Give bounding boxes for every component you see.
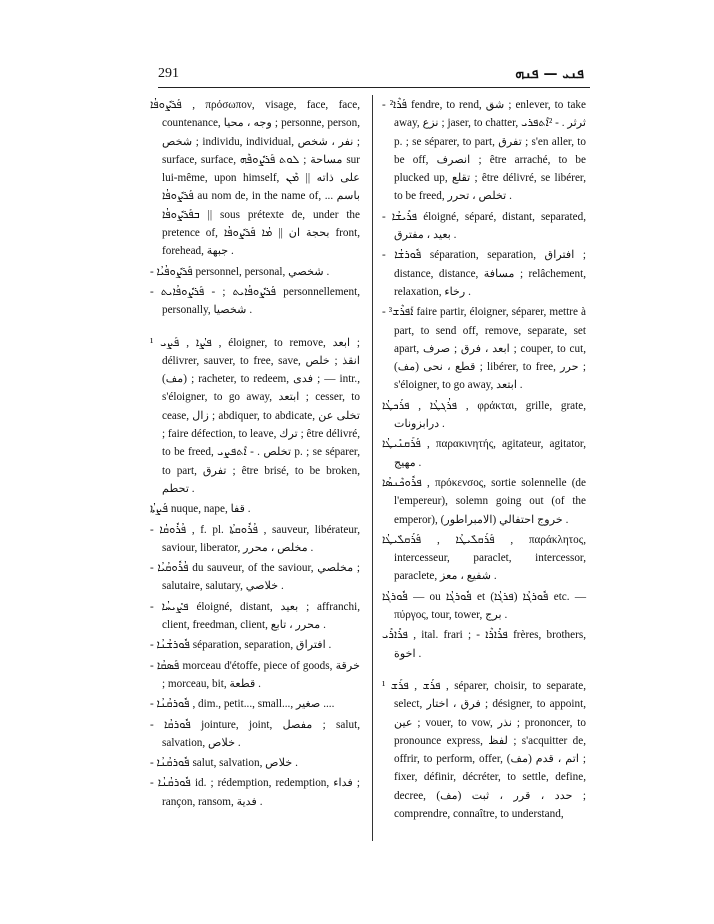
dictionary-entry: - ܦܳܪܽܘܩܳܝܳܐ du sauveur, of the saviour, مخلصي ; salutaire, salutary, خلاصي . <box>150 562 360 593</box>
dictionary-entry: - ܦܽܘܪܩܳܢܳܐ , dim., petit..., small..., صغير .... <box>150 698 335 711</box>
right-column <box>382 96 586 825</box>
dictionary-entry: - ³ܐܰܦܪܶܫ faire partir, éloigner, séparer, mettre à part, to send off, remove, separate, set apart, ابعد ، فرق ; صرف ; couper, to cut, قطع ، نحى (مف) ; libérer, to free, حرر ; s'éloigner, to go away, ابتعد . <box>382 306 587 392</box>
dictionary-entry: - ²ܦܰܪܶܐ fendre, to rend, شق ; enlever, to take away, نزع ; jaser, to chatter, ثرثر . - ²ܐܶܬܦܪܝ p. ; se séparer, to part, تفرق ; s'en aller, to be off, انصرف ; être arraché, to be plucked up, تقلع ; être délivré, se libérer, to be freed, تخلص ، تحرر . <box>382 99 587 203</box>
dictionary-entry: - ܦܰܪܨܽܘܦܳܐܝܬ ; - ܦܰܪܨܽܘܦܳܐܝܬ personnellement, personally, شخصيا . <box>150 285 361 317</box>
dictionary-entry: - ܦܽܘܪܩܳܐ jointure, joint, مفصل ; salut, salvation, خلاص . <box>150 718 360 749</box>
dictionary-entry: - ܦܨܺܝܚܳܐ éloigné, distant, بعيد ; affranchi, client, freedman, client, محرر ، تابع . <box>150 600 360 632</box>
dictionary-entry: - ܦܳܪܽܘܩܳܐ , f. pl. ܦܳܪܽܘܩܬܳܐ , sauveur, libérateur, saviour, liberator, مخلص ، محرر . <box>150 523 360 554</box>
dictionary-entry: - ܦܽܘܪܩܳܢܳܐ id. ; rédemption, redemption, فداء ; rançon, ransom, فدية . <box>150 777 360 808</box>
dictionary-entry: - ܦܰܪܨܽܘܦܳܝܳܐ personnel, personal, شخصي . <box>150 265 330 278</box>
dictionary-entry: ¹ ܦܨܳܐ , ܦܰܨܝ , éloigner, to remove, ابعد ; délivrer, sauver, to free, save, انقذ ; خلص (مف) ; racheter, to redeem, فدى ; — intr., s'éloigner, to go away, ابتعد ; cesser, to cease, زال ; abdiquer, to abdicate, تخلى عن ; faire défection, to leave, ترك ; être délivré, to be freed, تخلص . - ܐܶܬܦܨܝ p. ; se séparer, to part, تفرق ; être brisé, to be broken, تحطم . <box>150 336 361 495</box>
dictionary-entry: - ܦܰܣܩܳܐ morceau d'étoffe, piece of goods, خرقة ; morceau, bit, قطعة . <box>150 659 360 690</box>
dictionary-entry: ܦܰܪܰܩܢܺܝܛܳܐ , παρακινητής, agitateur, agitator, مهيج . <box>382 438 586 469</box>
dictionary-entry: ܦܪܽܘܟܶܢܣܳܐ , πρόκενσος, sortie solennelle (de l'empereur), solemn going out (of the emperor), خروج احتفالي (الامبراطور) . <box>382 476 586 526</box>
left-column <box>150 96 360 813</box>
running-head: ܦܢܝ — ܦܢܗ <box>515 66 584 82</box>
dictionary-entry: - ܦܽܘܪܩܳܢܳܐ salut, salvation, خلاص . <box>150 757 298 770</box>
header-rule <box>158 87 590 88</box>
dictionary-entry: ܦܪܺܐܪܺܝ , ital. frari ; - ܦܪܺܐܪܶܐ frères, brothers, اخوة . <box>382 629 586 660</box>
dictionary-entry: ܦܰܨܬܳܐ nuque, nape, قفا . <box>150 503 251 516</box>
dictionary-entry: ܦܽܘܪܓܳܐ — ou ܦܽܘܪܓܳܐ et ܦܽܘܪܓܳܐ (ܦܪܓܳܐ) etc. — πύργος, tour, tower, برج . <box>382 590 587 622</box>
column-divider <box>372 95 373 841</box>
dictionary-entry: - ܦܽܘܪܫܳܐ séparation, separation, افتراق ; distance, distance, مسافة ; relâchement, relaxation, رخاء . <box>382 249 586 298</box>
dictionary-entry: ܦܪܳܓܛܳܐ , ܦܪܰܟܛܳܐ , φράκται, grille, grate, درابزونات . <box>382 399 587 431</box>
page-number: 291 <box>158 66 179 81</box>
dictionary-entry: - ܦܽܘܪܫܳܢܳܐ séparation, separation, افتراق . <box>150 639 332 652</box>
dictionary-entry: ¹ ܦܪܰܫ , ܦܪܰܫ , séparer, choisir, to separate, select, فرق ، اختار ; désigner, to appoint, عين ; vouer, to vow, نذر ; prononcer, to pronounce express, لفظ ; s'acquitter de, offrir, to perform, offer, اتم ، قدم (مف) ; fixer, définir, décréter, to settle, define, decree, حدد ، قرر ، ثبت (مف) ; comprendre, connaître, to understand, <box>382 679 587 820</box>
dictionary-entry: - ܦܪܺܝܫܳܐ éloigné, séparé, distant, separated, بعيد ، مفترق . <box>382 210 586 242</box>
dictionary-entry: ܦܰܪܨܽܘܦܳܐ , πρόσωπον, visage, face, face, countenance, وجه ، محيا ; personne, person, شخص ; individu, individual, نفر ، شخص ; surface, surface, مساحة ; ܠܘܬ ܦܰܪܨܽܘܦܶܗ sur lui-même, upon himself, على ذاته || ܡܶܢ ܦܰܪܨܽܘܦܳܐ au nom de, in the name of, باسم ... || ܒܦܰܪܨܽܘܦܳܐ sous prétexte de, under the pretence of, بحجة ان || ܡܳܐ ܦܰܪܨܽܘܦܳܐ front, forehead, جبهة . <box>150 99 361 258</box>
dictionary-entry: ܦܰܪܰܩܠܺܝܛܳܐ , ܦܰܪܰܩܠܺܝܛܳܐ , παράκλητος, intercesseur, paraclet, intercessor, paraclete, شفيع ، معز . <box>382 533 586 583</box>
page-header <box>158 66 584 88</box>
